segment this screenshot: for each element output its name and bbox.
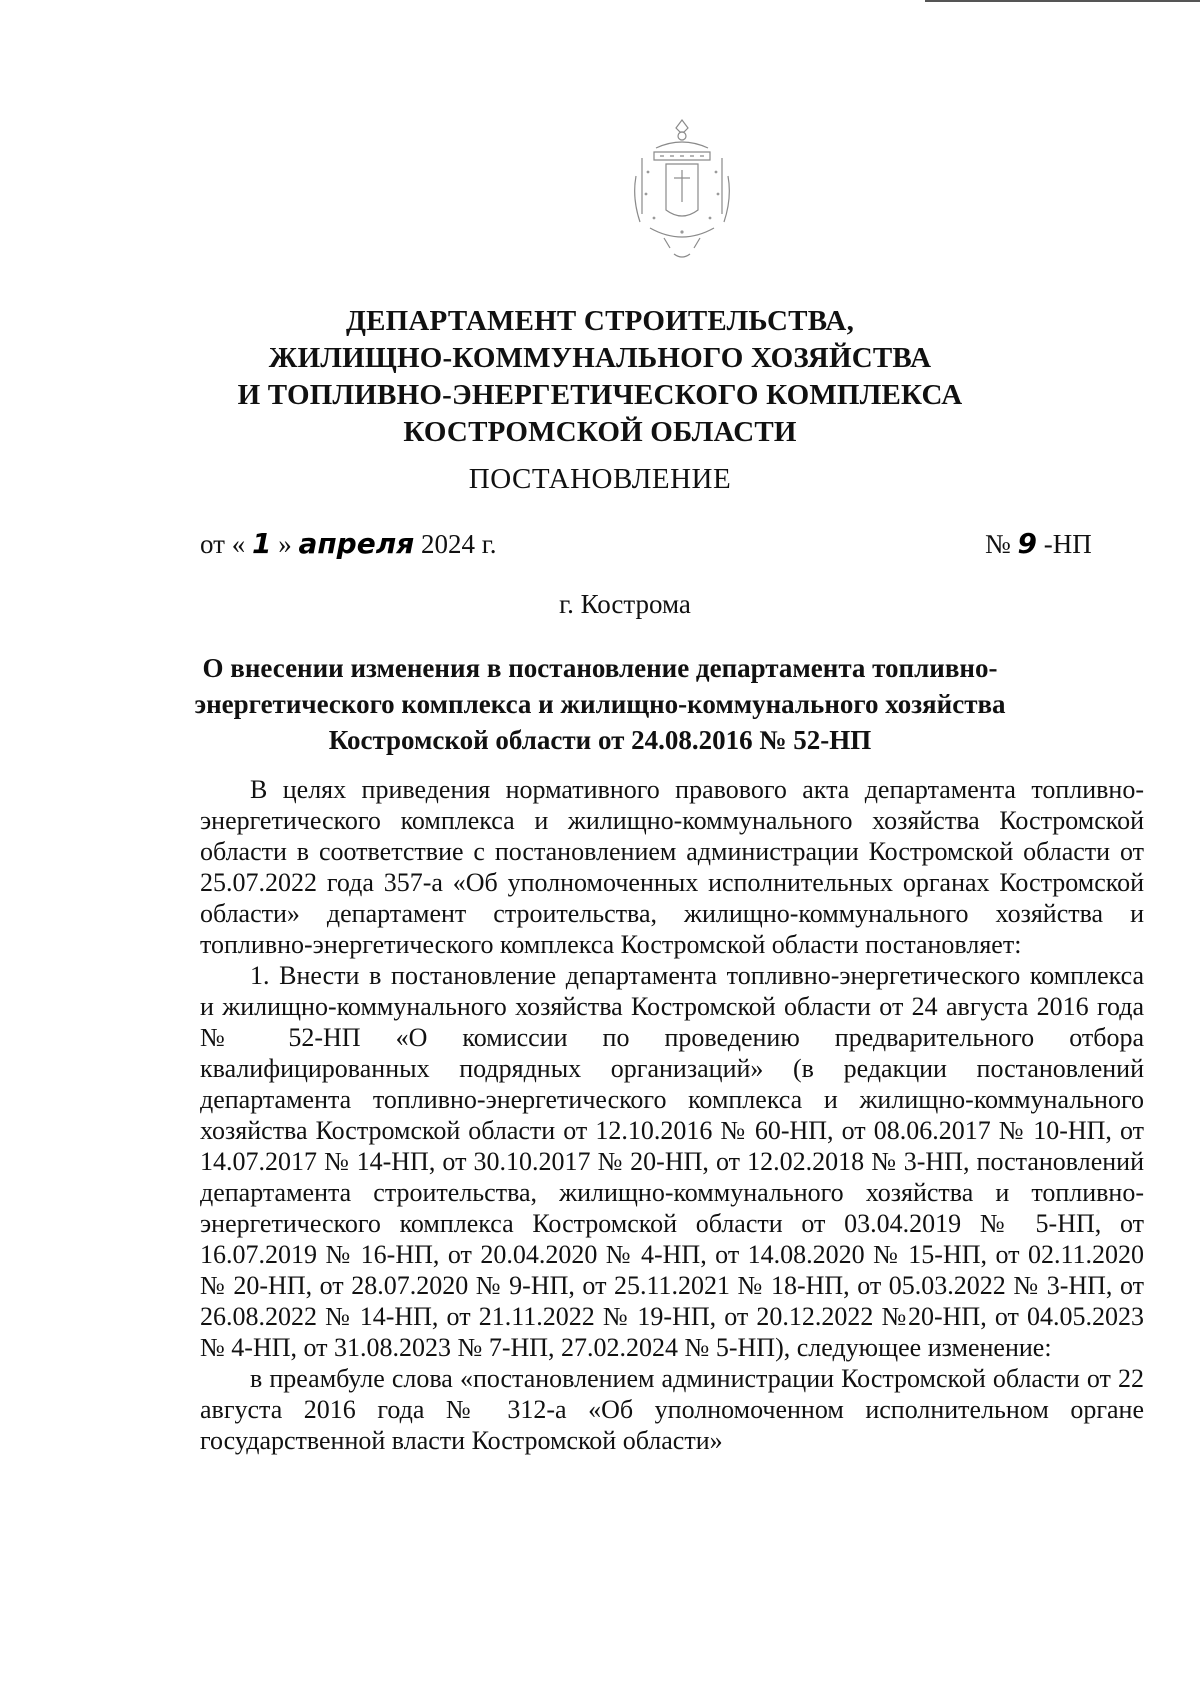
department-title-line: ДЕПАРТАМЕНТ СТРОИТЕЛЬСТВА,	[345, 305, 855, 337]
date-prefix: от «	[200, 529, 246, 559]
body-paragraph-change: в преамбуле слова «постановлением администрации Костромской области от 22 августа 2016 года № 312-а «Об уполномоченном исполнительном органе государственной власти Костромской области»	[200, 1364, 1144, 1455]
department-title-line: И ТОПЛИВНО-ЭНЕРГЕТИЧЕСКОГО КОМПЛЕКСА	[237, 379, 963, 411]
body-paragraph-preamble: В целях приведения нормативного правового акта департамента топливно-энергетического комплекса и жилищно-коммунального хозяйства Костромской области в соответствие с постановлением администрации Костромской области от 25.07.2022 года 357-а «Об уполномоченных исполнительных органах Костромской области» департамент строительства, жилищно-коммунального хозяйства и топливно-энергетического комплекса Костромской области постановляет:	[200, 775, 1144, 959]
department-title-line: КОСТРОМСКОЙ ОБЛАСТИ	[403, 416, 797, 448]
document-subject	[0, 650, 1200, 758]
document-number	[985, 527, 1092, 560]
top-edge-line	[925, 0, 1200, 2]
coat-of-arms-emblem	[624, 118, 740, 268]
number-value-handwritten: 9	[1017, 527, 1037, 560]
body-paragraph-item-1: 1. Внести в постановление департамента топливно-энергетического комплекса и жилищно-коммунального хозяйства Костромской области от 24 августа 2016 года № 52-НП «О комиссии по проведению предварительного отбора квалифицированных подрядных организаций» (в редакции постановлений департамента топливно-энергетического комплекса и жилищно-коммунального хозяйства Костромской области от 12.10.2016 № 60-НП, от 08.06.2017 № 10-НП, от 14.07.2017 № 14-НП, от 30.10.2017 № 20-НП, от 12.02.2018 № 3-НП, постановлений департамента строительства, жилищно-коммунального хозяйства и топливно-энергетического комплекса Костромской области от 03.04.2019 № 5-НП, от 16.07.2019 № 16-НП, от 20.04.2020 № 4-НП, от 14.08.2020 № 15-НП, от 02.11.2020 № 20-НП, от 28.07.2020 № 9-НП, от 25.11.2021 № 18-НП, от 05.03.2022 № 3-НП, от 26.08.2022 № 14-НП, от 21.11.2022 № 19-НП, от 20.12.2022 №20-НП, от 04.05.2023 № 4-НП, от 31.08.2023 № 7-НП, 27.02.2024 № 5-НП), следующее изменение:	[200, 961, 1144, 1362]
number-sign: №	[985, 529, 1011, 559]
date-quote-close: »	[278, 529, 292, 559]
date-day-handwritten: 1	[251, 527, 272, 560]
document-date	[200, 527, 496, 560]
subject-line: Костромской области от 24.08.2016 № 52-НП	[328, 725, 872, 755]
document-city: г. Кострома	[559, 589, 691, 619]
date-year: 2024 г.	[420, 529, 497, 559]
date-month-handwritten: апреля	[298, 527, 415, 560]
subject-line: энергетического комплекса и жилищно-коммунального хозяйства	[194, 689, 1006, 719]
coat-of-arms-icon	[624, 118, 740, 268]
department-title-line: ЖИЛИЩНО-КОММУНАЛЬНОГО ХОЗЯЙСТВА	[268, 342, 932, 374]
subject-line: О внесении изменения в постановление департамента топливно-	[202, 653, 998, 683]
number-suffix: -НП	[1043, 529, 1092, 559]
document-body	[200, 774, 1144, 1456]
department-title	[0, 303, 1200, 451]
document-type: ПОСТАНОВЛЕНИЕ	[468, 463, 732, 495]
